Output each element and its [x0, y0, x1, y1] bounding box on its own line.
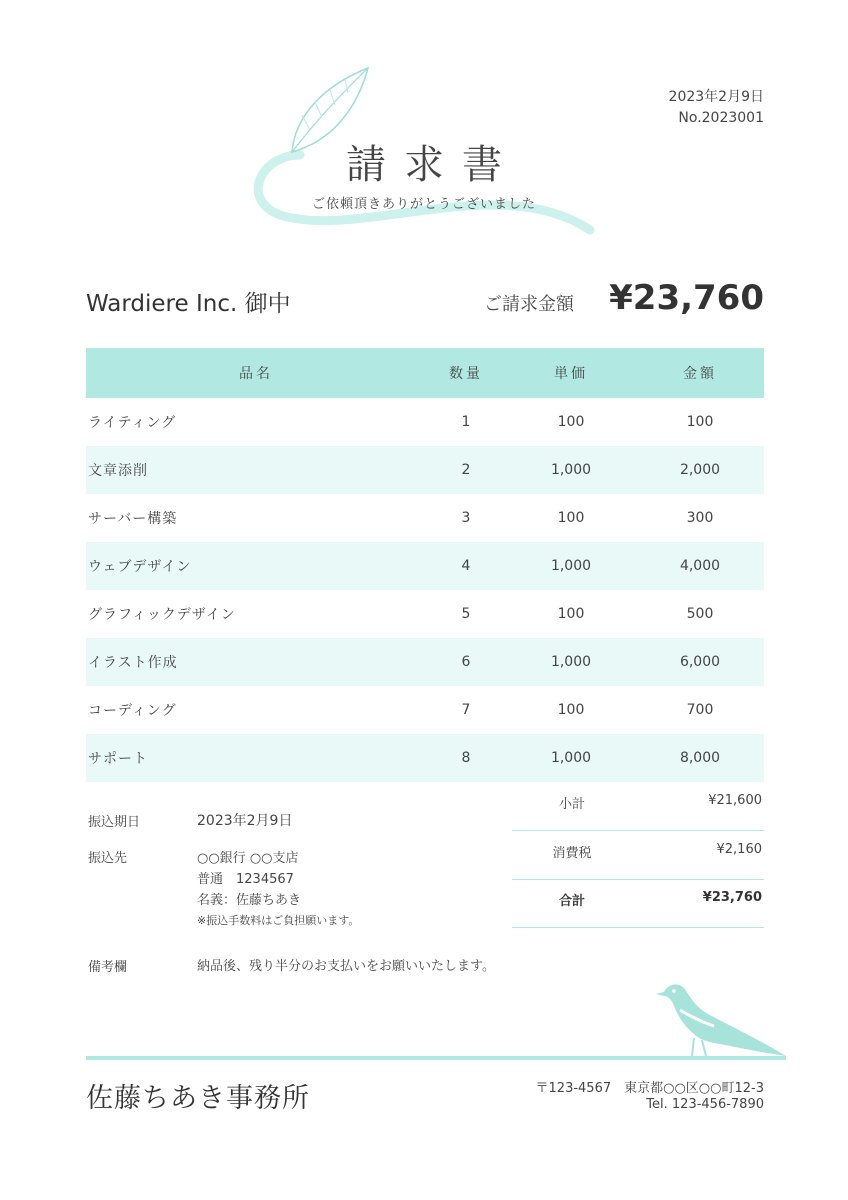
item-amount: 4,000 [636, 542, 764, 590]
table-row [86, 494, 764, 542]
item-name: 文章添削 [86, 446, 426, 494]
company-name: 佐藤ちあき事務所 [86, 1083, 310, 1114]
table-row [86, 446, 764, 494]
client-name: Wardiere Inc. 御中 [86, 291, 291, 317]
item-name: サーバー構築 [88, 511, 178, 527]
item-qty: 4 [426, 542, 506, 590]
item-amount: 6,000 [636, 638, 764, 686]
item-unit-price: 100 [557, 702, 585, 718]
items-table [86, 348, 764, 782]
item-amount: 700 [686, 702, 714, 718]
table-row [86, 590, 764, 638]
tax-row [512, 831, 764, 880]
item-qty: 1 [461, 414, 471, 430]
item-name: イラスト作成 [86, 638, 426, 686]
item-qty: 6 [426, 638, 506, 686]
total-label: 合計 [558, 894, 585, 909]
header-item-name: 品名 [86, 348, 426, 398]
issue-date: 2023年2月9日 [668, 89, 764, 105]
magpie-bird-icon [650, 978, 790, 1060]
due-date-value: 2023年2月9日 [197, 813, 293, 829]
item-unit-price: 1,000 [506, 638, 636, 686]
item-unit-price: 1,000 [506, 734, 636, 782]
tax-label: 消費税 [552, 846, 592, 861]
transfer-destination-label: 振込先 [88, 851, 128, 866]
item-name: サポート [86, 734, 426, 782]
document-subtitle: ご依頼頂きありがとうございました [311, 197, 536, 212]
item-qty: 3 [461, 510, 471, 526]
bank-name: ○○銀行 ○○支店 [197, 851, 299, 866]
item-qty: 7 [461, 702, 471, 718]
billing-amount-value: ¥23,760 [609, 278, 764, 318]
due-date-label: 振込期日 [88, 815, 141, 830]
item-unit-price: 1,000 [506, 542, 636, 590]
item-unit-price: 100 [557, 606, 585, 622]
remarks-label: 備考欄 [88, 960, 128, 975]
account-number: 普通 1234567 [197, 872, 294, 887]
remarks-text: 納品後、残り半分のお支払いをお願いいたします。 [197, 959, 495, 974]
item-name: コーディング [88, 703, 177, 719]
item-unit-price: 100 [557, 510, 585, 526]
item-unit-price: 1,000 [506, 446, 636, 494]
item-amount: 500 [686, 606, 714, 622]
item-qty: 2 [426, 446, 506, 494]
header-unit-price: 単価 [506, 348, 636, 398]
table-row [86, 686, 764, 734]
item-name: グラフィックデザイン [88, 607, 236, 623]
item-amount: 8,000 [636, 734, 764, 782]
item-qty: 8 [426, 734, 506, 782]
account-holder: 名義：佐藤ちあき [197, 893, 302, 908]
total-value: ¥23,760 [702, 890, 762, 905]
tax-value: ¥2,160 [716, 842, 762, 857]
document-number: No.2023001 [678, 110, 764, 126]
item-qty: 5 [461, 606, 471, 622]
item-amount: 2,000 [636, 446, 764, 494]
document-title: 請求書 [346, 142, 520, 188]
table-row [86, 638, 764, 686]
fee-note: ※振込手数料はご負担願います。 [197, 914, 360, 927]
billing-amount-label: ご請求金額 [484, 294, 574, 315]
header-quantity: 数量 [426, 348, 506, 398]
item-unit-price: 100 [557, 414, 585, 430]
table-header-row [86, 348, 764, 398]
company-address: 〒123-4567 東京都○○区○○町12-3 [535, 1081, 764, 1096]
subtotal-value: ¥21,600 [708, 793, 762, 808]
subtotal-label: 小計 [558, 797, 585, 812]
footer-divider [86, 1056, 786, 1060]
item-amount: 100 [686, 414, 714, 430]
table-row [86, 734, 764, 782]
item-name: ウェブデザイン [86, 542, 426, 590]
table-row [86, 398, 764, 446]
item-amount: 300 [686, 510, 714, 526]
subtotal-row [512, 782, 764, 831]
header-amount: 金額 [636, 348, 764, 398]
table-row [86, 542, 764, 590]
item-name: ライティング [88, 415, 177, 431]
total-row [512, 879, 764, 928]
company-phone: Tel. 123-456-7890 [646, 1097, 764, 1112]
